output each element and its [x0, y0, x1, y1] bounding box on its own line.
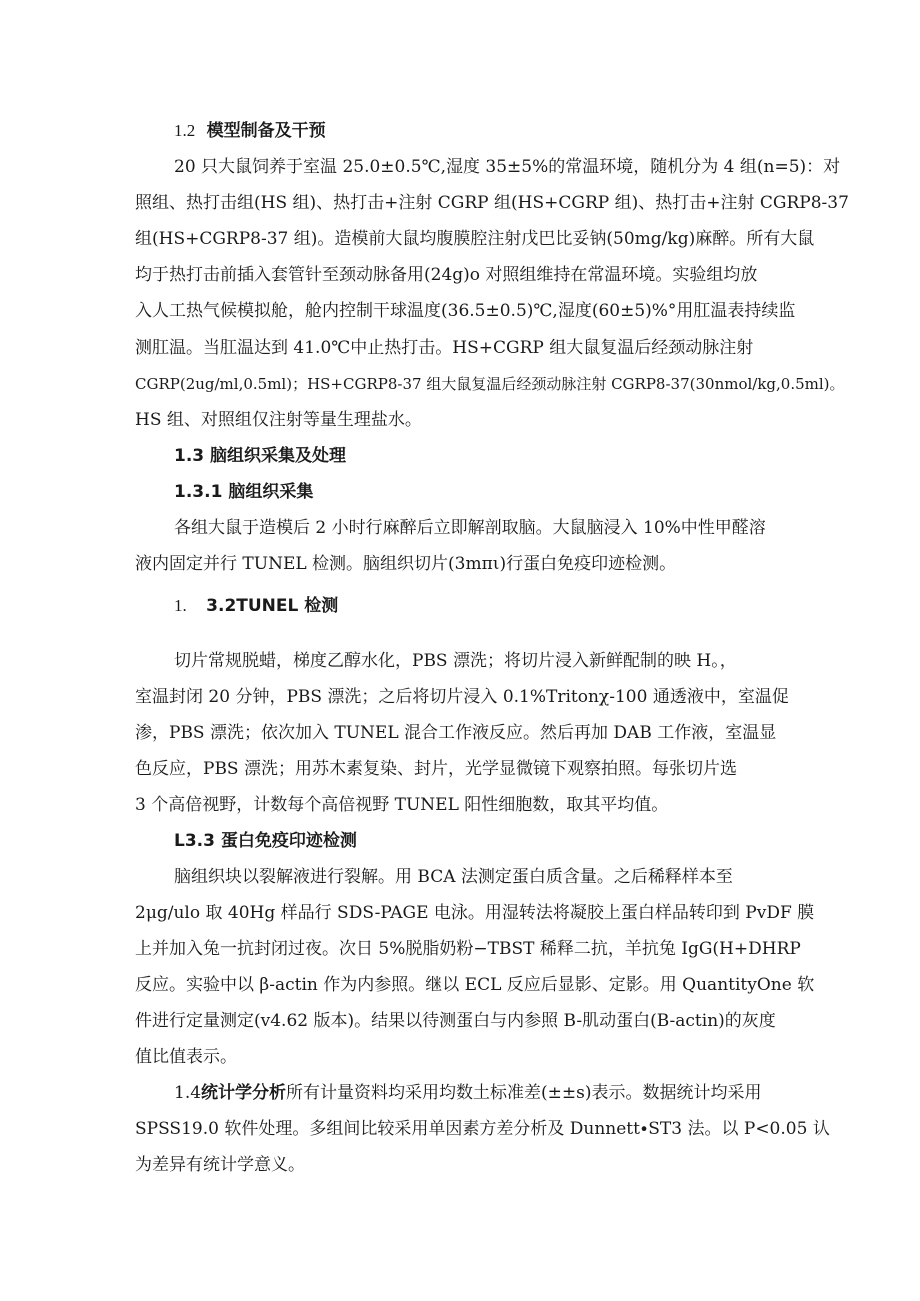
paragraph-line: HS 组、对照组仅注射等量生理盐水。 [135, 410, 422, 430]
paragraph-line: 渗，PBS 漂洗；依次加入 TUNEL 混合工作液反应。然后再加 DAB 工作液，室温显 [135, 723, 777, 743]
paragraph-line: 入人工热气候模拟舱，舱内控制干球温度(36.5±0.5)℃,湿度(60±5)%°用肛温表持续监 [135, 301, 796, 321]
section-title: 模型制备及干预 [206, 121, 326, 141]
paragraph-line: 均于热打击前插入套管针至颈动脉备用(24g)o 对照组维持在常温环境。实验组均放 [135, 265, 758, 285]
paragraph-line: 所有计量资料均采用均数土标准差(±±s)表示。数据统计均采用 [286, 1083, 762, 1103]
paragraph-line: 液内固定并行 TUNEL 检测。脑组织切片(3mπι)行蛋白免疫印迹检测。 [135, 554, 677, 574]
section-number: 1.4 [174, 1083, 202, 1103]
paragraph-line: 各组大鼠于造模后 2 小时行麻醉后立即解剖取脑。大鼠脑浸入 10%中性甲醛溶 [174, 518, 766, 538]
section-heading-1-3 [174, 445, 346, 467]
section-heading-1-2 [174, 120, 326, 142]
section-title: L3.3 蛋白免疫印迹检测 [174, 831, 357, 851]
paragraph-line: 脑组织块以裂解液进行裂解。用 BCA 法测定蛋白质含量。之后稀释样本至 [174, 867, 733, 887]
paragraph-line: 测肛温。当肛温达到 41.0℃中止热打击。HS+CGRP 组大鼠复温后经颈动脉注射 [135, 338, 754, 358]
section-heading-1-3-2 [174, 595, 338, 617]
paragraph-line: 室温封闭 20 分钟，PBS 漂洗；之后将切片浸入 0.1%Tritonχ-100 通透液中，室温促 [135, 687, 789, 707]
paragraph-line: CGRP(2ug/ml,0.5ml)；HS+CGRP8-37 组大鼠复温后经颈动脉注射 CGRP8-37(30nmol/kg,0.5ml)。 [135, 375, 845, 393]
paragraph-line: 上并加入兔一抗封闭过夜。次日 5%脱脂奶粉−TBST 稀释二抗，羊抗兔 IgG(H+DHRP [135, 939, 801, 959]
section-title: 1.3.1 脑组织采集 [174, 482, 314, 502]
paragraph-line: 3 个高倍视野，计数每个高倍视野 TUNEL 阳性细胞数，取其平均值。 [135, 795, 669, 815]
paragraph-line: 为差异有统计学意义。 [135, 1155, 305, 1175]
paragraph-line: 照组、热打击组(HS 组)、热打击+注射 CGRP 组(HS+CGRP 组)、热打击+注射 CGRP8-37 [135, 193, 849, 213]
paragraph-line: 2μg∕ulo 取 40Hg 样品行 SDS-PAGE 电泳。用湿转法将凝胶上蛋白样品转印到 PvDF 膜 [135, 903, 815, 923]
section-title: 3.2TUNEL 检测 [206, 596, 339, 616]
section-title: 统计学分析 [201, 1083, 287, 1103]
paragraph-line: 反应。实验中以 β-actin 作为内参照。继以 ECL 反应后显影、定影。用 QuantityOne 软 [135, 975, 815, 995]
paragraph-line: 组(HS+CGRP8-37 组)。造模前大鼠均腹膜腔注射戊巴比妥钠(50mg/kg)麻醉。所有大鼠 [135, 229, 815, 249]
section-heading-1-3-1 [174, 481, 313, 503]
paragraph-line: 20 只大鼠饲养于室温 25.0±0.5℃,湿度 35±5%的常温环境，随机分为 4 组(n=5)：对 [174, 157, 841, 177]
paragraph-line: 切片常规脱蜡，梯度乙醇水化，PBS 漂洗；将切片浸入新鲜配制的映 H。， [174, 651, 737, 671]
paragraph-line: 值比值表示。 [135, 1047, 237, 1067]
section-title: 1.3 脑组织采集及处理 [174, 446, 347, 466]
paragraph-line: 色反应，PBS 漂洗；用苏木素复染、封片，光学显微镜下观察拍照。每张切片选 [135, 759, 737, 779]
section-heading-1-4 [174, 1082, 762, 1104]
section-heading-1-3-3 [174, 830, 357, 852]
section-number: 1. [174, 596, 187, 615]
paragraph-line: SPSS19.0 软件处理。多组间比较采用单因素方差分析及 Dunnett∙ST3 法。以 P<0.05 认 [135, 1119, 830, 1139]
section-number: 1.2 [174, 121, 196, 140]
paragraph-line: 件进行定量测定(v4.62 版本)。结果以待测蛋白与内参照 B-肌动蛋白(B-actin)的灰度 [135, 1011, 776, 1031]
